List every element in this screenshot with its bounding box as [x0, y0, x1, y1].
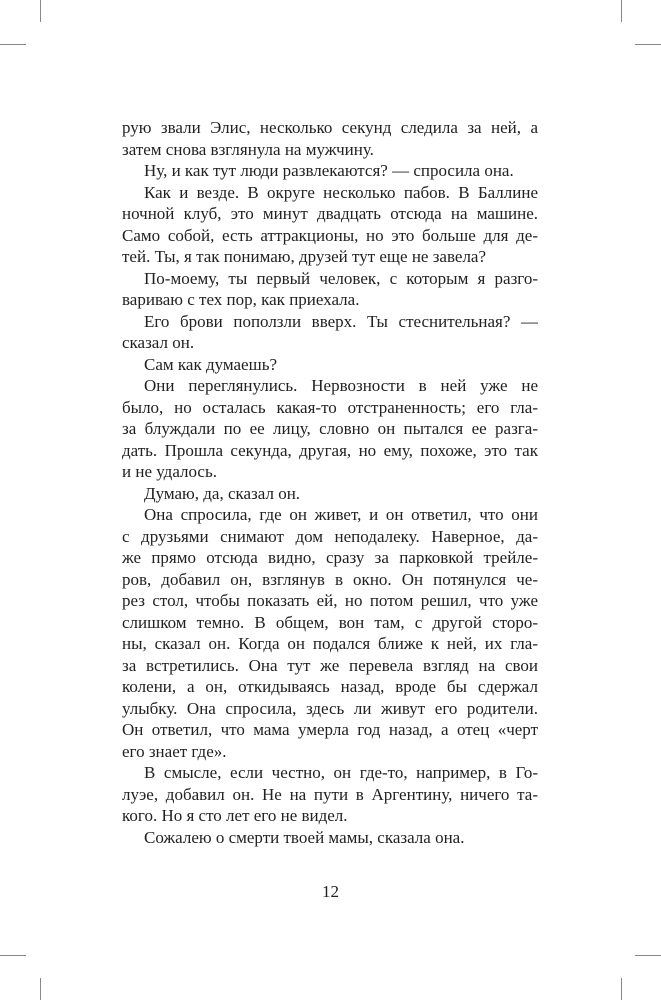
text-line: за встретились. Она тут же перевела взгляд на свои	[122, 655, 538, 675]
crop-mark	[621, 978, 622, 1000]
text-line: Само собой, есть аттракционы, но это больше для де-	[122, 225, 538, 245]
text-line: вариваю с тех пор, как приехала.	[122, 290, 360, 309]
text-line: же прямо отсюда видно, сразу за парковкой трейле-	[122, 548, 538, 567]
text-line: и не удалось.	[122, 462, 217, 481]
text-line: Как и везде. В округе несколько пабов. В Баллине	[144, 182, 538, 202]
text-line: тей. Ты, я так понимаю, друзей тут еще не завела?	[122, 247, 487, 266]
text-line: с друзьями снимают дом неподалеку. Наверное, да-	[122, 526, 538, 546]
text-line: рую звали Элис, несколько секунд следила за ней, а	[122, 118, 538, 137]
text-line: улыбку. Она спросила, здесь ли живут его родители.	[122, 698, 538, 718]
text-line: Он ответил, что мама умерла год назад, а отец «черт	[122, 720, 538, 739]
crop-mark	[40, 0, 41, 22]
text-line: за блуждали по ее лицу, словно он пытался ее разга-	[122, 419, 538, 438]
crop-mark	[635, 955, 661, 956]
text-line: Думаю, да, сказал он.	[144, 483, 301, 503]
text-line: Сам как думаешь?	[144, 354, 277, 374]
text-line: луэе, добавил он. Не на пути в Аргентину, ничего та-	[122, 784, 538, 804]
text-line: слишком темно. В общем, вон там, с другой сторо-	[122, 612, 538, 632]
crop-mark	[40, 978, 41, 1000]
text-line: было, но осталась какая-то отстраненность; его гла-	[122, 397, 538, 417]
text-line: Она спросила, где он живет, и он ответил, что они	[144, 505, 538, 524]
text-line: рез стол, чтобы показать ей, но потом решил, что уже	[122, 591, 538, 610]
text-line: Его брови поползли вверх. Ты стеснительная? —	[144, 311, 538, 331]
text-line: дать. Прошла секунда, другая, но ему, похоже, это так	[122, 440, 538, 460]
crop-mark	[0, 955, 26, 956]
text-line: Сожалею о смерти твоей мамы, сказала она.	[144, 827, 465, 847]
crop-mark	[635, 44, 661, 45]
text-line: затем снова взглянула на мужчину.	[122, 139, 374, 159]
text-line: сказал он.	[122, 333, 195, 352]
text-line: ны, сказал он. Когда он подался ближе к ней, их гла-	[122, 634, 538, 653]
text-line: его знает где».	[122, 741, 227, 761]
text-line: По-моему, ты первый человек, с которым я разго-	[144, 268, 538, 288]
text-line: Ну, и как тут люди развлекаются? — спросила она.	[144, 161, 514, 180]
page-number: 12	[322, 882, 339, 901]
text-line: В смысле, если честно, он где-то, например, в Го-	[144, 763, 538, 782]
text-line: ров, добавил он, взглянув в окно. Он потянулся че-	[122, 569, 538, 589]
crop-mark	[0, 44, 26, 45]
text-line: ночной клуб, это минут двадцать отсюда на машине.	[122, 204, 538, 223]
body-text	[122, 117, 538, 848]
text-line: кого. Но я сто лет его не видел.	[122, 806, 348, 825]
text-line: колени, а он, откидываясь назад, вроде бы сдержал	[122, 677, 538, 696]
crop-mark	[621, 0, 622, 22]
text-line: Они переглянулись. Нервозности в ней уже не	[144, 376, 538, 395]
